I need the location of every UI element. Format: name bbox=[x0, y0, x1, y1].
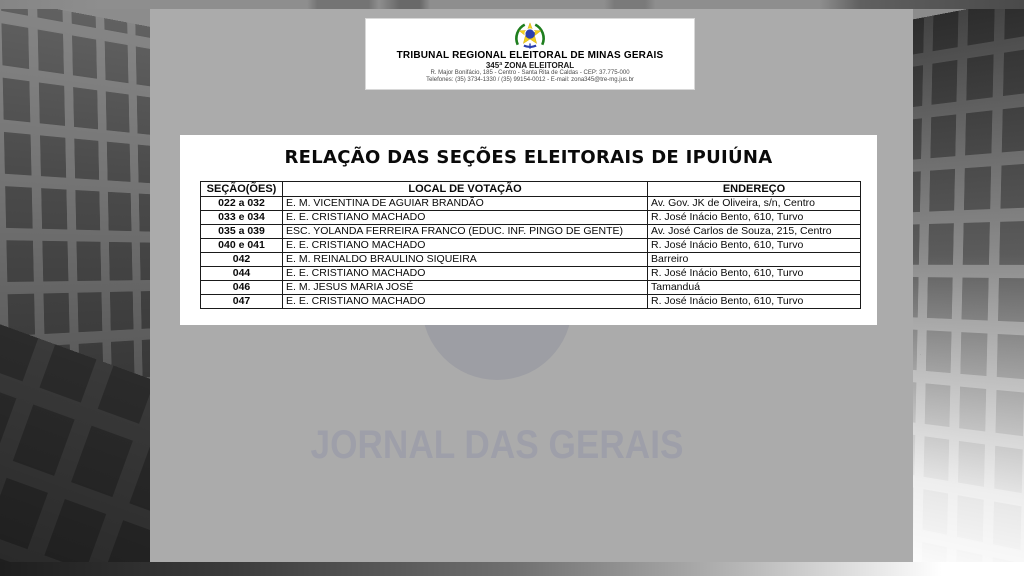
local-cell: E. M. VICENTINA DE AGUIAR BRANDÃO bbox=[283, 197, 648, 211]
document-title: RELAÇÃO DAS SEÇÕES ELEITORAIS DE IPUIÚNA bbox=[284, 147, 773, 168]
local-cell: E. E. CRISTIANO MACHADO bbox=[283, 239, 648, 253]
section-cell: 044 bbox=[201, 267, 283, 281]
address-cell: Barreiro bbox=[648, 253, 861, 267]
local-cell: E. E. CRISTIANO MACHADO bbox=[283, 267, 648, 281]
table-row bbox=[201, 211, 861, 225]
letterhead-address: R. Major Bonifácio, 185 - Centro - Santa Rita de Caldas - CEP: 37.775-000 bbox=[430, 70, 630, 76]
address-cell: Av. Gov. JK de Oliveira, s/n, Centro bbox=[648, 197, 861, 211]
table-header-row bbox=[201, 182, 861, 197]
sections-table bbox=[200, 181, 861, 309]
col-header-endereco: ENDEREÇO bbox=[648, 182, 861, 197]
address-cell: R. José Inácio Bento, 610, Turvo bbox=[648, 267, 861, 281]
letterhead-contact: Telefones: (35) 3734-1330 / (35) 99154-0012 - E-mail: zona345@tre-mg.jus.br bbox=[426, 77, 634, 83]
table-row bbox=[201, 295, 861, 309]
section-cell: 040 e 041 bbox=[201, 239, 283, 253]
document-panel bbox=[180, 135, 877, 325]
letterhead-zone: 345ª ZONA ELEITORAL bbox=[485, 61, 575, 70]
address-cell: Tamanduá bbox=[648, 281, 861, 295]
local-cell: ESC. YOLANDA FERREIRA FRANCO (EDUC. INF. PINGO DE GENTE) bbox=[283, 225, 648, 239]
table-row bbox=[201, 281, 861, 295]
letterhead-card bbox=[365, 18, 695, 90]
table-row bbox=[201, 225, 861, 239]
section-cell: 042 bbox=[201, 253, 283, 267]
top-skyline-strip bbox=[0, 0, 1024, 9]
bottom-gradient-strip bbox=[0, 562, 1024, 576]
watermark-text: JORNAL DAS GERAIS bbox=[310, 423, 684, 467]
letterhead-org-name: TRIBUNAL REGIONAL ELEITORAL DE MINAS GERAIS bbox=[396, 50, 664, 61]
table-row bbox=[201, 197, 861, 211]
address-cell: R. José Inácio Bento, 610, Turvo bbox=[648, 211, 861, 225]
brazil-coat-of-arms-icon bbox=[512, 22, 548, 50]
table-row bbox=[201, 239, 861, 253]
section-cell: 035 a 039 bbox=[201, 225, 283, 239]
sections-table-body bbox=[201, 197, 861, 309]
local-cell: E. M. JESUS MARIA JOSÉ bbox=[283, 281, 648, 295]
address-cell: R. José Inácio Bento, 610, Turvo bbox=[648, 239, 861, 253]
section-cell: 022 a 032 bbox=[201, 197, 283, 211]
table-row bbox=[201, 267, 861, 281]
section-cell: 033 e 034 bbox=[201, 211, 283, 225]
table-row bbox=[201, 253, 861, 267]
local-cell: E. E. CRISTIANO MACHADO bbox=[283, 211, 648, 225]
address-cell: R. José Inácio Bento, 610, Turvo bbox=[648, 295, 861, 309]
col-header-local: LOCAL DE VOTAÇÃO bbox=[283, 182, 648, 197]
section-cell: 047 bbox=[201, 295, 283, 309]
local-cell: E. M. REINALDO BRAULINO SIQUEIRA bbox=[283, 253, 648, 267]
section-cell: 046 bbox=[201, 281, 283, 295]
center-panel bbox=[150, 9, 913, 562]
address-cell: Av. José Carlos de Souza, 215, Centro bbox=[648, 225, 861, 239]
local-cell: E. E. CRISTIANO MACHADO bbox=[283, 295, 648, 309]
col-header-secao: SEÇÃO(ÕES) bbox=[201, 182, 283, 197]
